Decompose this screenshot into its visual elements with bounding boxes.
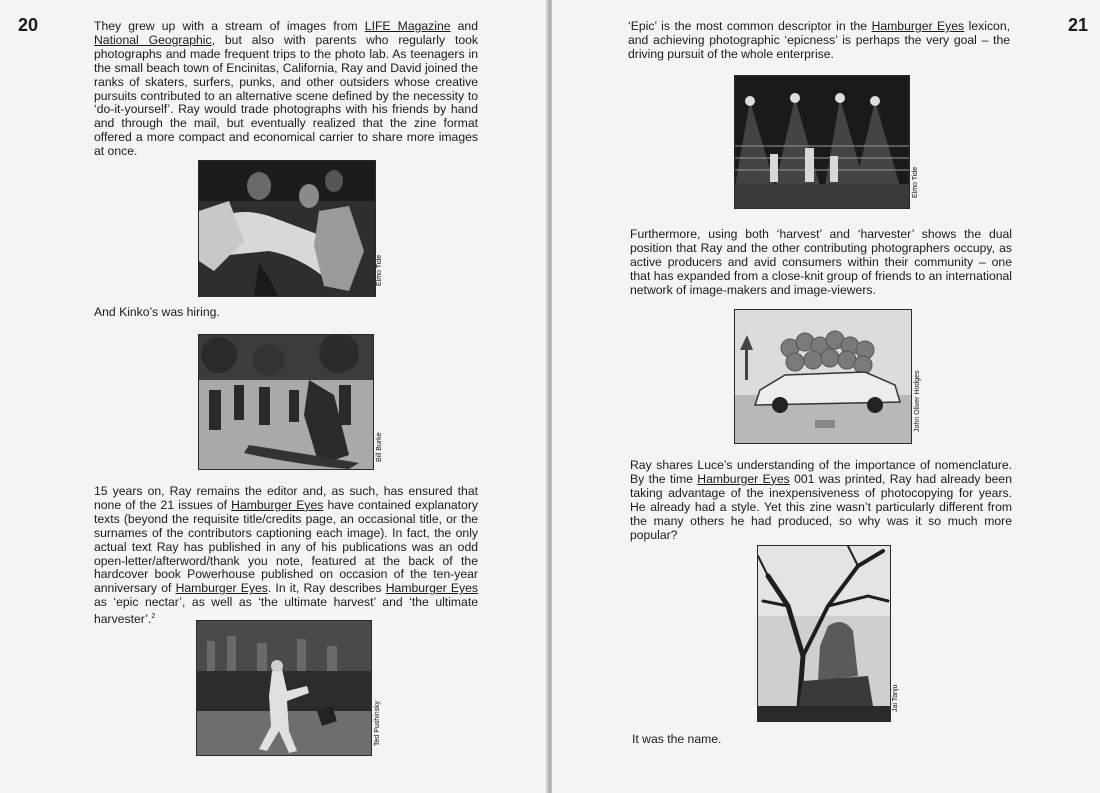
footnote-marker: 2 [151, 613, 156, 621]
loaded-car-photo-graphic [735, 310, 911, 443]
photo-tree-figure-credit: Jai Tanju [892, 684, 899, 712]
closing-line: It was the name. [632, 732, 722, 746]
boxing-ring-photo-graphic [735, 76, 909, 208]
photo-loaded-car-credit: John Oliver Hodges [914, 370, 921, 432]
photo-procession-credit: Bill Burke [376, 432, 383, 462]
kinkos-line: And Kinko’s was hiring. [94, 305, 220, 319]
photo-stage-dancer [196, 620, 372, 756]
page-number-right: 21 [1068, 15, 1089, 35]
national-geographic-title: National Geographic [94, 32, 212, 47]
photo-boxing-ring-credit: Elmo Tide [912, 166, 919, 198]
left-paragraph-1: They grew up with a stream of images from LIFE Magazine and National Geographic, but also with parents who regularly took photographs and made frequent trips to the photo lab. As teenagers in the small beach town of Encinitas, California, Ray and David joined the ranks of skaters, surfers, punks, and other outsiders whose creative pursuits contributed to an alternative scene defined by the necessity to ‘do-it-yourself’. Ray would trade photographs with his friends by hand and through the mail, but eventually realized that the zine format offered a more compact and economical carrier to share more images at once. [94, 19, 478, 159]
photo-loaded-car [734, 309, 912, 444]
hamburger-eyes-title: Hamburger Eyes [697, 471, 790, 486]
right-page [552, 0, 1100, 793]
left-paragraph-2: 15 years on, Ray remains the editor and, as such, has ensured that none of the 21 issues of Hamburger Eyes have contained explanatory texts (beyond the requisite title/credits page, an occasional title, or the surnames of the contributors captioning each image). In fact, the only actual text Ray has published in any of his publications was an odd open-letter/afterword/thank you note, featured at the back of the hardcover book Powerhouse published on occasion of the ten-year anniversary of Hamburger Eyes. In it, Ray describes Hamburger Eyes as ‘epic nectar’, as well as ‘the ultimate harvest’ and ‘the ultimate harvester’.$^2$ [94, 484, 478, 627]
left-page [0, 0, 548, 793]
photo-dancers [198, 160, 376, 297]
photo-tree-figure [757, 545, 891, 722]
hamburger-eyes-title: Hamburger Eyes [175, 581, 268, 596]
hamburger-eyes-title: Hamburger Eyes [871, 19, 965, 33]
life-magazine-title: LIFE Magazine [364, 19, 451, 33]
page-number-left: 20 [18, 15, 39, 35]
right-paragraph-3: Ray shares Luce’s understanding of the importance of nomenclature. By the time Hamburger Eyes 001 was printed, Ray had already been taking advantage of the inexpensiveness of photocopying for years. He already had a style. Yet this zine wasn’t particularly different from the many others he had produced, so why was it so much more popular? [630, 458, 1012, 542]
procession-photo-graphic [199, 335, 373, 469]
photo-dancers-credit: Elmo Tide [376, 254, 383, 286]
right-paragraph-2: Furthermore, using both ‘harvest’ and ‘harvester’ shows the dual position that Ray and the other contributing photographers occupy, as active producers and avid consumers within their community – one that has expanded from a close-knit group of friends to an international network of image-makers and image-viewers. [630, 227, 1012, 297]
right-paragraph-1: ‘Epic’ is the most common descriptor in the Hamburger Eyes lexicon, and achieving photographic ‘epicness’ is perhaps the very goal – the driving pursuit of the whole enterprise. [628, 19, 1010, 61]
tree-figure-photo-graphic [758, 546, 890, 721]
photo-stage-dancer-credit: Ted Pushinsky [374, 700, 381, 746]
stage-dancer-photo-graphic [197, 621, 371, 755]
photo-procession [198, 334, 374, 470]
dancers-photo-graphic [199, 161, 375, 296]
hamburger-eyes-title: Hamburger Eyes [385, 581, 478, 596]
photo-boxing-ring [734, 75, 910, 209]
hamburger-eyes-title: Hamburger Eyes [231, 497, 324, 512]
